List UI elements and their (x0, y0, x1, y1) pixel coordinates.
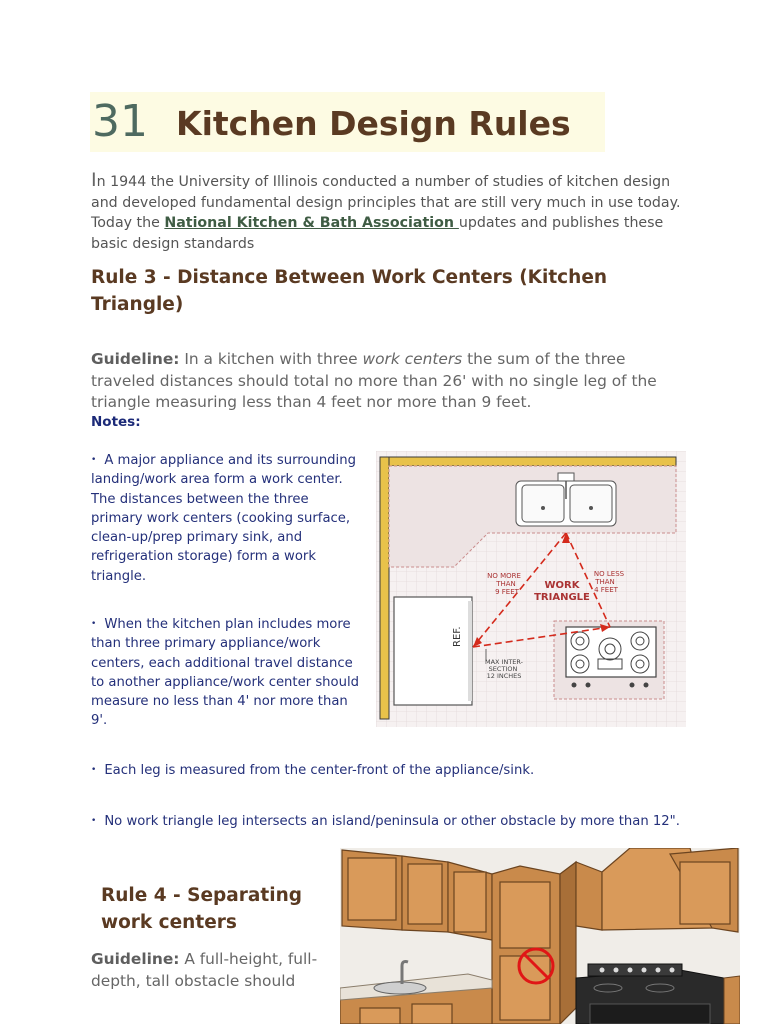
note-item (91, 451, 361, 586)
guideline-text-before: In a kitchen with three (179, 350, 363, 368)
no-less-label: THAN (595, 578, 615, 586)
intro-text-after: updates and publishes these basic design standards (91, 215, 664, 252)
title-number: 31 (92, 96, 148, 147)
note-text: When the kitchen plan includes more than three primary appliance/work centers, each additional travel distance to another appliance/work center should measure no less than 4' nor more than 9'. (91, 617, 360, 729)
kitchen-triangle-diagram (376, 451, 686, 727)
triangle-label: TRIANGLE (534, 592, 590, 603)
max-intersection-label: 12 INCHES (486, 672, 522, 680)
no-less-label: NO LESS (593, 570, 625, 578)
rule3-heading: Rule 3 - Distance Between Work Centers (Kitchen Triangle) (91, 267, 608, 315)
left-wall (380, 457, 389, 719)
side-cabinet (724, 976, 740, 1024)
ref-label: REF. (452, 626, 463, 647)
no-more-label: 9 FEET (495, 588, 519, 596)
rule4-heading: Rule 4 - Separating work centers (101, 885, 302, 933)
top-wall (380, 457, 676, 466)
no-less-label: 4 FEET (594, 586, 618, 594)
rule4-guideline (91, 948, 331, 992)
guideline-emphasis: work centers (362, 350, 463, 368)
tall-cabinet (492, 862, 576, 1024)
bullet-icon: • (91, 619, 97, 629)
work-label: WORK (544, 580, 580, 591)
note-item (91, 812, 711, 831)
guideline-label: Guideline: (91, 350, 180, 368)
max-intersection-label: MAX INTER- (484, 658, 524, 666)
kitchen-cabinets-illustration (340, 848, 740, 1024)
note-text: A major appliance and its surrounding landing/work area form a work center. The distances between the three primary work centers (cooking surface, clean-up/prep primary sink, and refrigeration storage) form a work triangle. (91, 453, 356, 584)
note-text: No work triangle leg intersects an island/peninsula or other obstacle by more than 12". (104, 814, 680, 829)
intro-paragraph (91, 170, 691, 254)
rule3-guideline (91, 349, 691, 414)
max-intersection-label: SECTION (488, 665, 518, 673)
no-more-label: NO MORE (487, 572, 521, 580)
page-title: Kitchen Design Rules (176, 104, 571, 143)
bullet-icon: • (91, 816, 97, 826)
note-item (91, 761, 711, 780)
drop-cap: I (91, 169, 97, 191)
bullet-icon: • (91, 455, 97, 465)
sink-icon (516, 473, 616, 526)
guideline-label: Guideline: (91, 950, 180, 968)
intro-text-before: n 1944 the University of Illinois conducted a number of studies of kitchen design and developed fundamental design principles that are still very much in use today. Today the (91, 174, 681, 231)
bullet-icon: • (91, 765, 97, 775)
refrigerator-icon (394, 597, 472, 705)
notes-label: Notes: (91, 414, 141, 430)
no-more-label: THAN (496, 580, 516, 588)
guideline-text: A full-height, full-depth, tall obstacle should (91, 950, 318, 990)
nkba-link[interactable]: National Kitchen & Bath Association (164, 215, 459, 231)
note-text: Each leg is measured from the center-front of the appliance/sink. (104, 763, 535, 778)
guideline-text-after: the sum of the three traveled distances should total no more than 26' with no single leg of the triangle measuring less than 4 feet nor more than 9 feet. (91, 350, 657, 411)
note-item (91, 615, 366, 731)
